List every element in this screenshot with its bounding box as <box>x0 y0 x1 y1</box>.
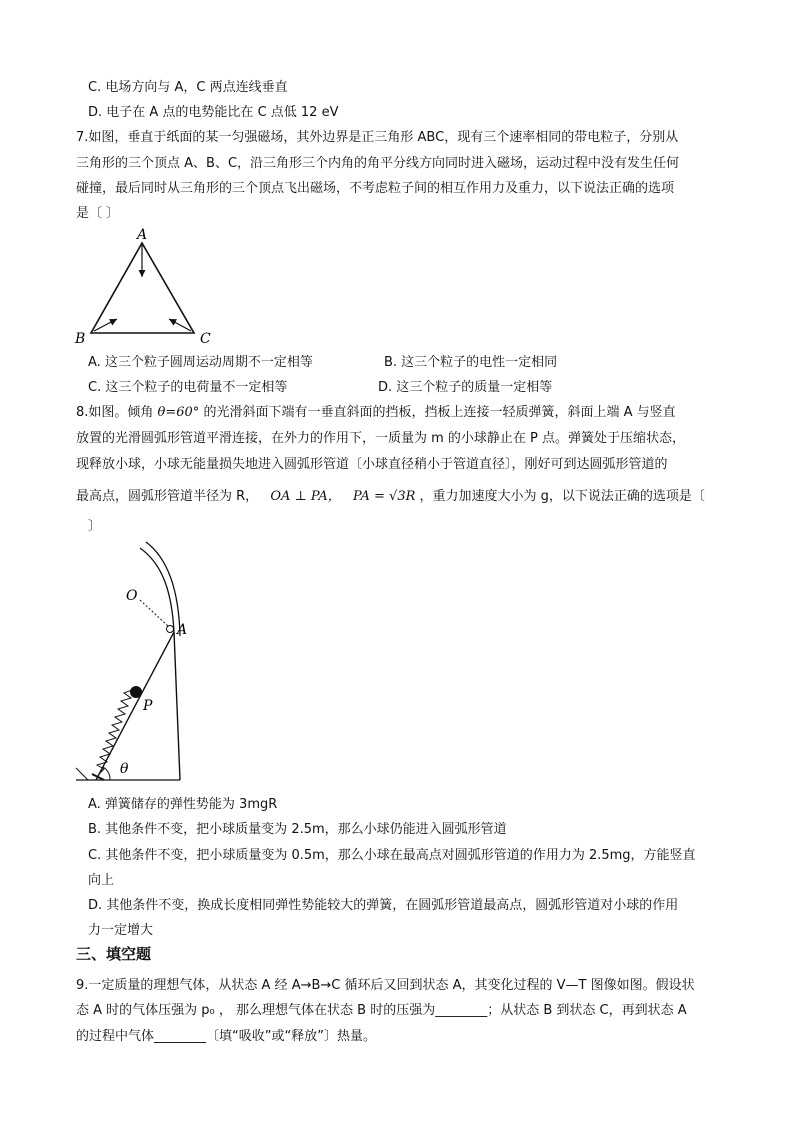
q8-stem-line2: 放置的光滑圆弧形管道平滑连接，在外力的作用下，一质量为 m 的小球静止在 P 点。弹簧处于压缩状态， <box>76 431 686 446</box>
label-p: P <box>143 698 153 714</box>
label-b: B <box>75 331 86 347</box>
q8-stem-line3: 现释放小球，小球无能量损失地进入圆弧形管道〔小球直径稍小于管道直径〕，刚好可到达圆弧形管道的 <box>76 457 668 472</box>
pa-equation: PA = √3R <box>352 489 416 504</box>
label-c: C <box>200 331 211 347</box>
label-o: O <box>126 588 138 604</box>
q8-stem-post: 的光滑斜面下端有一垂直斜面的挡板，挡板上连接一轻质弹簧，斜面上端 A 与竖直 <box>203 405 676 420</box>
ball-p <box>130 686 142 698</box>
vertical-wall <box>174 632 180 780</box>
q8-stem-line4 <box>76 487 705 507</box>
q9-stem3-post: 〔填“吸收”或“释放”〕热量。 <box>206 1029 376 1044</box>
q8-option-c-line1: C. 其他条件不变，把小球质量变为 0.5m，那么小球在最高点对圆弧形管道的作用力为 2.5mg，方能竖直 <box>88 848 696 863</box>
oa-perp-pa: OA ⊥ PA， <box>270 489 341 504</box>
q8-option-d-line1: D. 其他条件不变，换成长度相同弹性势能较大的弹簧，在圆弧形管道最高点，圆弧形管道对小球的作用 <box>88 898 679 913</box>
label-theta: θ <box>120 761 129 777</box>
q9-stem2-mid: ；从状态 B 到状态 C，再到状态 A <box>487 1003 687 1018</box>
q8-option-c-line2: 向上 <box>88 873 115 888</box>
q7-stem-line3: 碰撞，最后同时从三角形的三个顶点飞出磁场，不考虑粒子间的相互作用力及重力，以下说法正确的选项 <box>76 181 675 196</box>
label-a: A <box>177 622 188 638</box>
q7-option-d: D. 这三个粒子的质量一定相等 <box>378 380 553 395</box>
ground-hatch <box>76 768 88 780</box>
incline-surface <box>96 632 174 780</box>
q9-stem-line2 <box>76 1001 687 1021</box>
section-title: 三、填空题 <box>76 945 152 963</box>
label-a: A <box>137 227 148 243</box>
q9-stem3-pre: 的过程中气体 <box>76 1029 155 1044</box>
q9-stem2-pre: 态 A 时的气体压强为 p₀ ， 那么理想气体在状态 B 时的压强为 <box>76 1003 436 1018</box>
q8-option-a: A. 弹簧储存的弹性势能为 3mgR <box>88 797 278 812</box>
q8-option-d-line2: 力一定增大 <box>88 923 154 938</box>
q8-option-b: B. 其他条件不变，把小球质量变为 2.5m，那么小球仍能进入圆弧形管道 <box>88 822 507 837</box>
answer-blank-2: ________ <box>154 1029 207 1044</box>
q7-stem-line1: 7.如图，垂直于纸面的某一匀强磁场，其外边界是正三角形 ABC，现有三个速率相同的带电粒子，分别从 <box>76 130 679 145</box>
q9-stem-line3 <box>76 1027 376 1047</box>
oa-dashed-radius <box>140 600 168 626</box>
q8-stem4-pre: 最高点，圆弧形管道半径为 R， <box>76 489 259 504</box>
q7-option-c: C. 这三个粒子的电荷量不一定相等 <box>88 380 288 395</box>
q7-option-a: A. 这三个粒子圆周运动周期不一定相等 <box>88 355 313 370</box>
q8-stem-pre: 8.如图。倾角 <box>76 405 154 420</box>
theta-equation: θ=60° <box>157 405 200 420</box>
point-a-marker <box>167 626 174 633</box>
q8-incline-figure <box>74 540 204 790</box>
q8-stem-line1 <box>76 403 676 423</box>
q7-option-b: B. 这三个粒子的电性一定相同 <box>384 355 558 370</box>
tube-inner-arc <box>140 548 174 632</box>
q7-stem-line2: 三角形的三个顶点 A、B、C，沿三角形三个内角的角平分线方向同时进入磁场，运动过程中没有发生任何 <box>76 156 680 171</box>
q9-stem-line1: 9.一定质量的理想气体，从状态 A 经 A→B→C 循环后又回到状态 A，其变化过程的 V—T 图像如图。假设状 <box>76 978 695 993</box>
q7-triangle-figure <box>70 225 230 350</box>
q7-stem-line4: 是〔 〕 <box>76 206 120 221</box>
q6-option-c: C. 电场方向与 A，C 两点连线垂直 <box>88 80 288 95</box>
q6-option-d: D. 电子在 A 点的电势能比在 C 点低 12 eV <box>88 105 339 120</box>
spring-coil <box>97 688 134 773</box>
tube-outer-arc <box>146 542 180 636</box>
q8-stem-line5: 〕 <box>88 519 102 534</box>
q8-stem4-post: ，重力加速度大小为 g，以下说法正确的选项是〔 <box>419 489 705 504</box>
answer-blank-1: ________ <box>435 1003 488 1018</box>
